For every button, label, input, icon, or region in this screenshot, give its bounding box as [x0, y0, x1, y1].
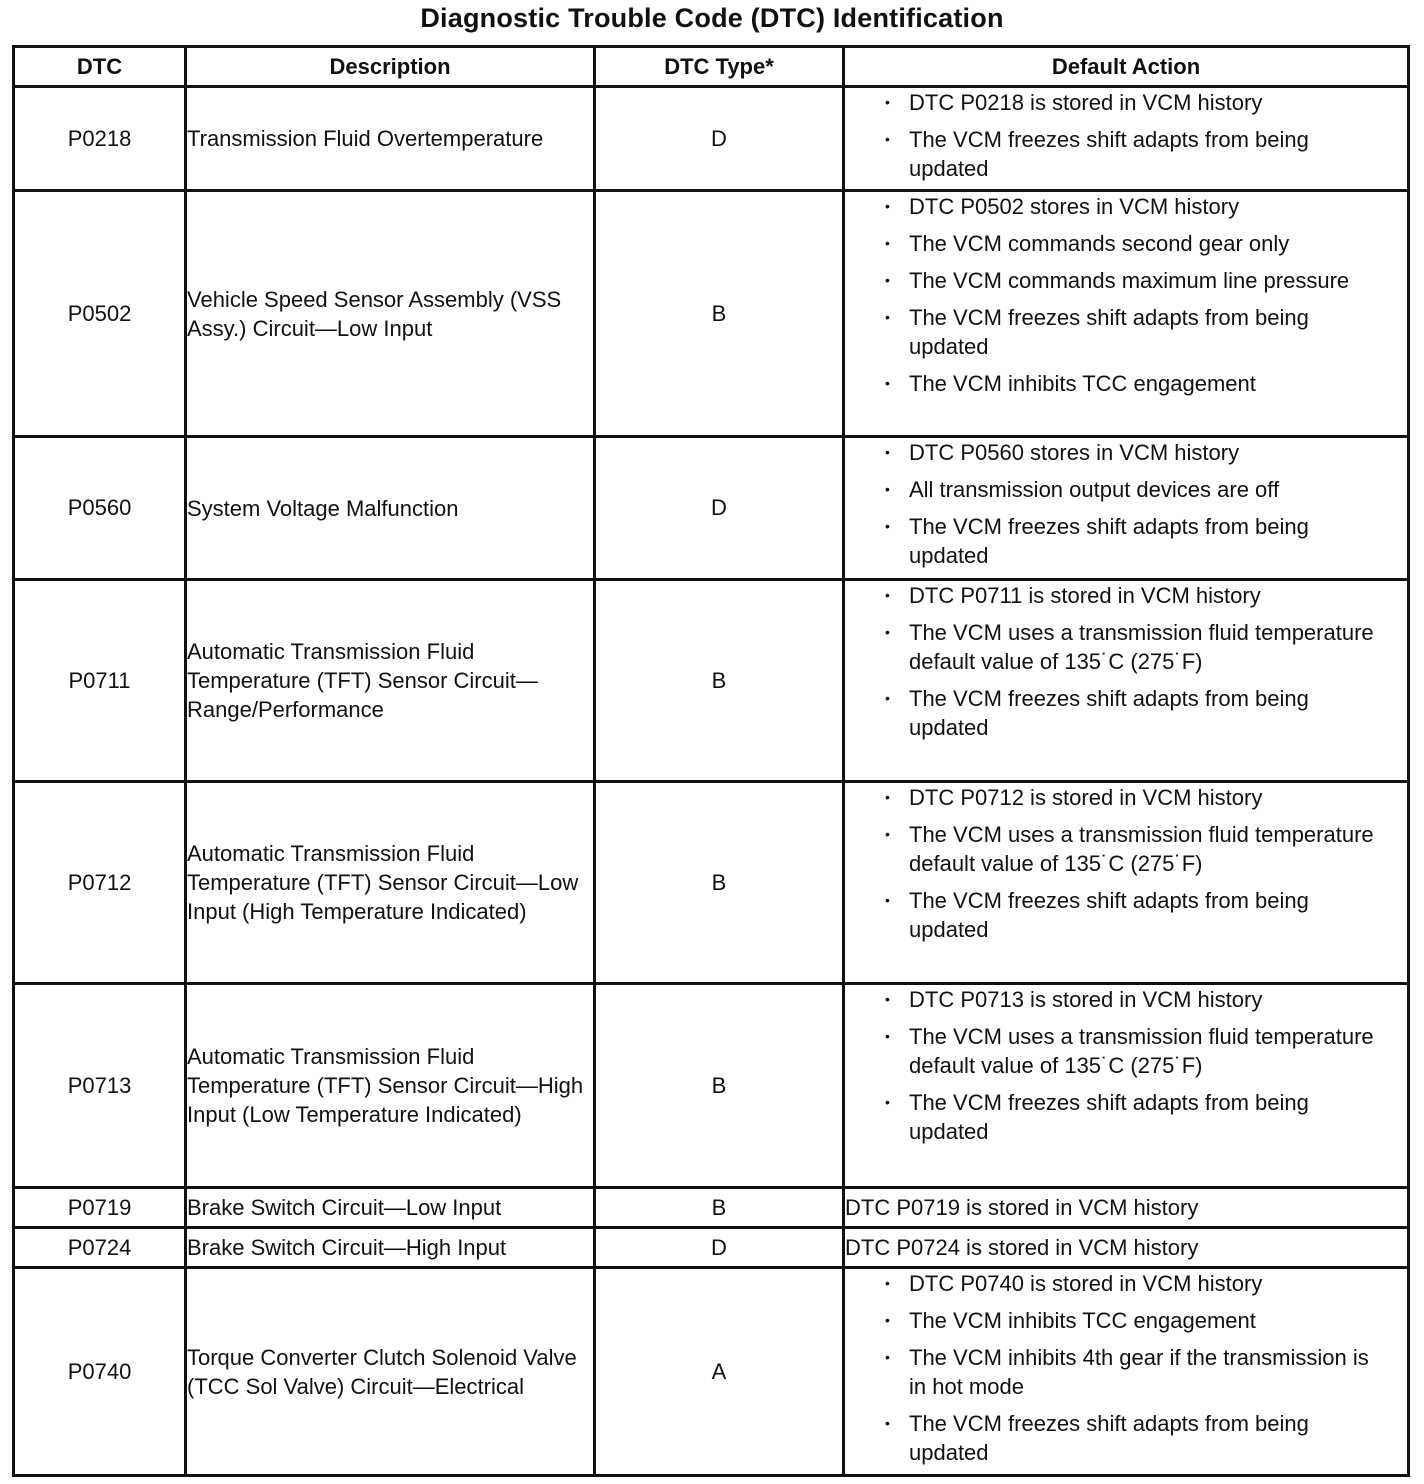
- column-header-description: Description: [186, 47, 595, 87]
- default-action: [844, 580, 1409, 782]
- dtc-type: A: [595, 1268, 844, 1476]
- dtc-description: Automatic Transmission Fluid Temperature (TFT) Sensor Circuit—Low Input (High Temperature Indicated): [186, 782, 595, 984]
- dtc-code: P0712: [14, 782, 186, 984]
- list-item: • The VCM freezes shift adapts from being updated: [845, 303, 1407, 361]
- list-item: • The VCM freezes shift adapts from being updated: [845, 886, 1407, 944]
- dtc-code: P0711: [14, 580, 186, 782]
- list-item: • DTC P0560 stores in VCM history: [845, 438, 1407, 467]
- dtc-code: P0560: [14, 437, 186, 580]
- dtc-code: P0713: [14, 984, 186, 1188]
- list-item: • The VCM freezes shift adapts from being updated: [845, 1409, 1407, 1467]
- list-item: • The VCM inhibits 4th gear if the transmission is in hot mode: [845, 1343, 1407, 1401]
- list-item: • DTC P0218 is stored in VCM history: [845, 88, 1407, 117]
- dtc-table: [12, 45, 1410, 1477]
- dtc-description: Torque Converter Clutch Solenoid Valve (TCC Sol Valve) Circuit—Electrical: [186, 1268, 595, 1476]
- column-header-dtc-type: DTC Type*: [595, 47, 844, 87]
- dtc-description: Automatic Transmission Fluid Temperature (TFT) Sensor Circuit—High Input (Low Temperature Indicated): [186, 984, 595, 1188]
- table-row: [14, 580, 1409, 782]
- list-item: • The VCM uses a transmission fluid temperature default value of 135˙C (275˙F): [845, 820, 1407, 878]
- list-item: • The VCM freezes shift adapts from being updated: [845, 1088, 1407, 1146]
- list-item: • The VCM uses a transmission fluid temperature default value of 135˙C (275˙F): [845, 1022, 1407, 1080]
- dtc-description: Vehicle Speed Sensor Assembly (VSS Assy.) Circuit—Low Input: [186, 191, 595, 437]
- table-row: [14, 1188, 1409, 1228]
- dtc-type: D: [595, 1228, 844, 1268]
- dtc-type: B: [595, 191, 844, 437]
- table-header-row: [14, 47, 1409, 87]
- dtc-type: B: [595, 984, 844, 1188]
- list-item: • The VCM inhibits TCC engagement: [845, 369, 1407, 398]
- dtc-code: P0218: [14, 87, 186, 191]
- table-row: [14, 437, 1409, 580]
- list-item: • The VCM freezes shift adapts from being updated: [845, 684, 1407, 742]
- table-row: [14, 1268, 1409, 1476]
- dtc-code: P0502: [14, 191, 186, 437]
- column-header-default-action: Default Action: [844, 47, 1409, 87]
- default-action: [844, 1268, 1409, 1476]
- list-item: • DTC P0740 is stored in VCM history: [845, 1269, 1407, 1298]
- default-action: [844, 191, 1409, 437]
- table-row: [14, 87, 1409, 191]
- dtc-description: Brake Switch Circuit—High Input: [186, 1228, 595, 1268]
- table-row: [14, 191, 1409, 437]
- table-row: [14, 1228, 1409, 1268]
- column-header-dtc: DTC: [14, 47, 186, 87]
- list-item: • The VCM freezes shift adapts from being updated: [845, 512, 1407, 570]
- page-title: Diagnostic Trouble Code (DTC) Identification: [420, 3, 1004, 33]
- dtc-type: D: [595, 437, 844, 580]
- default-action: [844, 984, 1409, 1188]
- list-item: • DTC P0711 is stored in VCM history: [845, 581, 1407, 610]
- list-item: • The VCM uses a transmission fluid temperature default value of 135˙C (275˙F): [845, 618, 1407, 676]
- dtc-type: D: [595, 87, 844, 191]
- list-item: • The VCM freezes shift adapts from being updated: [845, 125, 1407, 183]
- default-action: [844, 87, 1409, 191]
- dtc-type: B: [595, 782, 844, 984]
- dtc-type: B: [595, 1188, 844, 1228]
- table-row: [14, 782, 1409, 984]
- list-item: • DTC P0713 is stored in VCM history: [845, 985, 1407, 1014]
- list-item: • DTC P0712 is stored in VCM history: [845, 783, 1407, 812]
- default-action: [844, 782, 1409, 984]
- dtc-description: Transmission Fluid Overtemperature: [186, 87, 595, 191]
- list-item: • DTC P0502 stores in VCM history: [845, 192, 1407, 221]
- dtc-description: System Voltage Malfunction: [186, 437, 595, 580]
- table-row: [14, 984, 1409, 1188]
- dtc-code: P0740: [14, 1268, 186, 1476]
- list-item: • The VCM inhibits TCC engagement: [845, 1306, 1407, 1335]
- dtc-description: Automatic Transmission Fluid Temperature (TFT) Sensor Circuit—Range/Performance: [186, 580, 595, 782]
- default-action: DTC P0724 is stored in VCM history: [844, 1228, 1409, 1268]
- list-item: • The VCM commands second gear only: [845, 229, 1407, 258]
- default-action: [844, 437, 1409, 580]
- dtc-description: Brake Switch Circuit—Low Input: [186, 1188, 595, 1228]
- list-item: • All transmission output devices are off: [845, 475, 1407, 504]
- list-item: • The VCM commands maximum line pressure: [845, 266, 1407, 295]
- dtc-code: P0719: [14, 1188, 186, 1228]
- default-action: DTC P0719 is stored in VCM history: [844, 1188, 1409, 1228]
- dtc-code: P0724: [14, 1228, 186, 1268]
- dtc-type: B: [595, 580, 844, 782]
